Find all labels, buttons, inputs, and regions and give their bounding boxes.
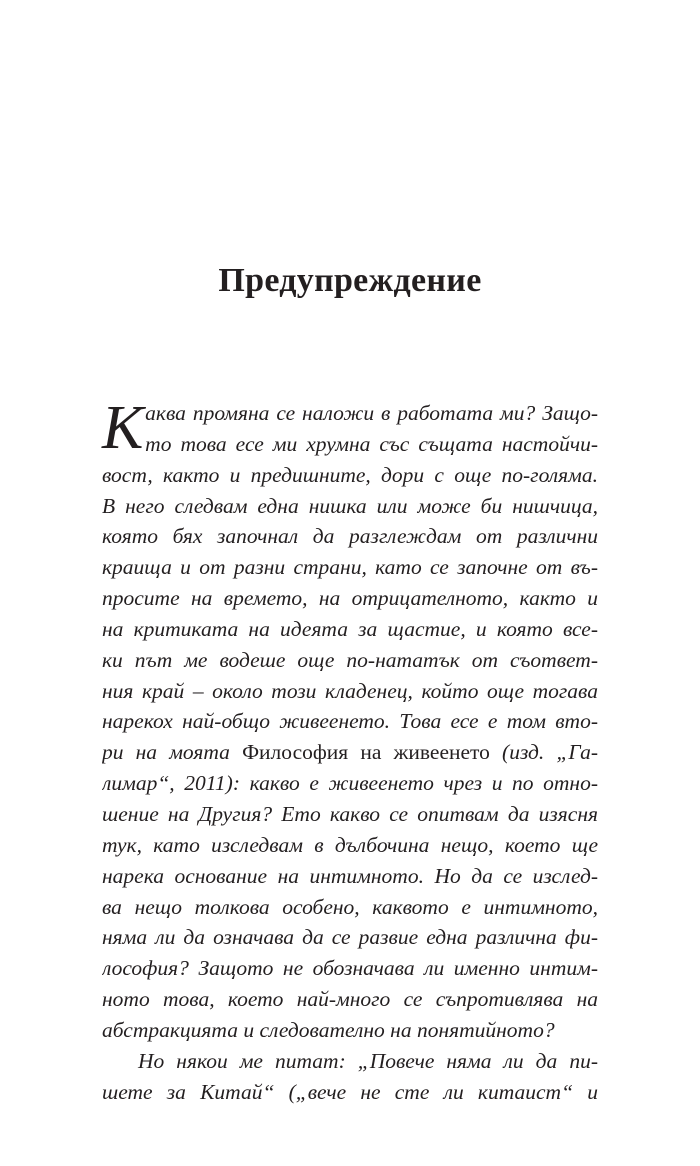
page-title: Предупреждение [218,262,482,299]
text-line: тук, като изследвам в дълбочина нещо, което ще [102,832,598,857]
text-line: няма ли да означава да се развие една различна фи- [102,925,598,950]
text-line: ва нещо толкова особено, каквото е интимното, [102,894,598,919]
paragraph-2 [102,1046,598,1108]
text-line: нарекох най-общо живеенето. Това есе е том вто- [102,709,598,734]
text-line: В него следвам една нишка или може би нишчица, [102,493,598,518]
text-line: лимар“, 2011): какво е живеенето чрез и по отно- [102,771,598,796]
text-line: която бях започнал да разглеждам от различни [102,524,598,549]
text-line: ки път ме водеше още по-нататък от съответ- [102,647,598,672]
text-line: просите на времето, на отрицателното, както и [102,586,598,611]
text-line: на критиката на идеята за щастие, и която все- [102,616,598,641]
body-text [102,394,598,1107]
text-line: Но някои ме питат: „Повече няма ли да пи- [138,1048,598,1073]
paragraph-1 [102,394,598,1046]
text-line: ния край – около този кладенец, който още тогава [102,678,598,703]
text-line: аква промяна се наложи в работата ми? Защо- [145,401,598,425]
text-line: абстракцията и следователно на понятийното? [102,1017,555,1042]
text-line: лософия? Защото не обозначава ли именно интим- [102,956,598,981]
text-line: шение на Другия? Ето какво се опитвам да изясня [102,801,598,826]
text-line: нарека основание на интимното. Но да се изслед- [102,863,598,888]
text-line: ното това, което най-много се съпротивлява на [102,987,598,1012]
text-line: ри на моята Философия на живеенето (изд. „Га- [102,740,598,765]
text-line: вост, както и предишните, дори с още по-голяма. [102,462,598,487]
text-line: то това есе ми хрумна със същата настойчи- [145,431,598,456]
drop-cap: К [102,394,144,462]
text-line: краища и от разни страни, като се започне от въ- [102,555,598,580]
text-line: шете за Китай“ („вече не сте ли китаист“ и [102,1079,598,1104]
book-title: Философия на живеенето [242,740,490,765]
